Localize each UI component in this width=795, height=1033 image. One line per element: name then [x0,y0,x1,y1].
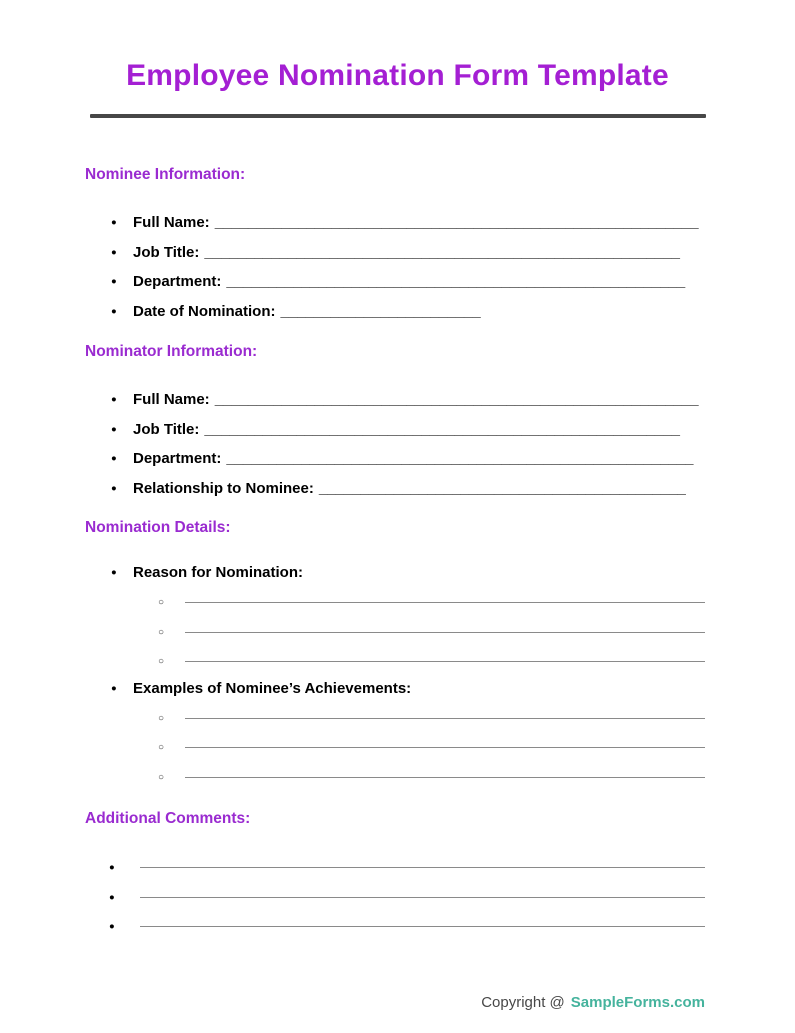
page-title: Employee Nomination Form Template [126,59,669,92]
subsection-label-row [85,563,705,583]
answer-line [140,926,705,927]
write-in-line-row [85,763,705,793]
field-row-relationship-to-nominee [85,474,705,504]
field-row-full-name [85,208,705,238]
field-label: Job Title: [133,420,200,438]
bullet-icon: ● [109,891,115,903]
field-blank: ________________________ [280,302,481,320]
subsection-label-row [85,679,705,699]
subsection-achievements [85,679,705,793]
hollow-bullet-icon: ○ [158,742,165,754]
write-in-lines [85,588,705,677]
section-heading-comments: Additional Comments: [85,810,251,827]
write-in-line-row [85,704,705,734]
hollow-bullet-icon: ○ [158,626,165,638]
bullet-icon: ● [109,921,115,933]
answer-line [140,897,705,898]
field-label: Full Name: [133,214,210,231]
field-label: Relationship to Nominee: [133,479,314,497]
field-blank: ____________________________________________ [318,479,686,497]
answer-line [140,867,705,868]
section-nominator-information [85,342,705,503]
comment-line-row [85,853,705,883]
field-label: Department: [133,450,222,467]
field-label: Full Name: [133,391,210,408]
section-heading-details: Nomination Details: [85,519,231,536]
write-in-line-row [85,588,705,618]
field-row-date-of-nomination [85,297,705,327]
field-label: Job Title: [133,243,200,261]
comment-line-row [85,912,705,942]
write-in-line-row [85,647,705,677]
field-blank: __________________________________________________________ [214,214,699,231]
footer [481,994,705,1011]
answer-line [185,718,705,719]
answer-line [185,661,705,662]
comment-lines [85,853,705,942]
copyright-text: Copyright @ [481,994,565,1011]
hollow-bullet-icon: ○ [158,597,165,609]
title-divider [90,114,706,118]
section-nominee-information [85,165,705,326]
section-nomination-details [85,518,705,792]
field-row-department [85,444,705,474]
nominee-field-list [85,208,705,326]
field-blank: _________________________________________________________ [204,420,680,438]
field-blank: _______________________________________________________ [226,273,686,290]
answer-line [185,632,705,633]
nominator-field-list [85,385,705,503]
field-blank: ________________________________________________________ [226,450,694,467]
field-row-job-title [85,238,705,268]
brand-link[interactable]: SampleForms.com [570,994,705,1011]
field-row-job-title [85,415,705,445]
answer-line [185,777,705,778]
section-heading-nominee: Nominee Information: [85,166,246,183]
section-additional-comments [85,809,705,942]
bullet-icon: ● [109,862,115,874]
field-label: Department: [133,273,222,290]
answer-line [185,747,705,748]
subsection-reason-for-nomination [85,563,705,677]
hollow-bullet-icon: ○ [158,712,165,724]
field-row-department [85,267,705,297]
write-in-lines [85,704,705,793]
comment-line-row [85,883,705,913]
field-label: Date of Nomination: [133,302,276,320]
section-heading-nominator: Nominator Information: [85,343,258,360]
subsection-label: Examples of Nominee’s Achievements: [133,679,412,697]
answer-line [185,602,705,603]
field-blank: __________________________________________________________ [214,391,699,408]
hollow-bullet-icon: ○ [158,656,165,668]
field-row-full-name [85,385,705,415]
field-blank: _________________________________________________________ [204,243,680,261]
subsection-label: Reason for Nomination: [133,564,304,581]
write-in-line-row [85,618,705,648]
hollow-bullet-icon: ○ [158,771,165,783]
write-in-line-row [85,733,705,763]
